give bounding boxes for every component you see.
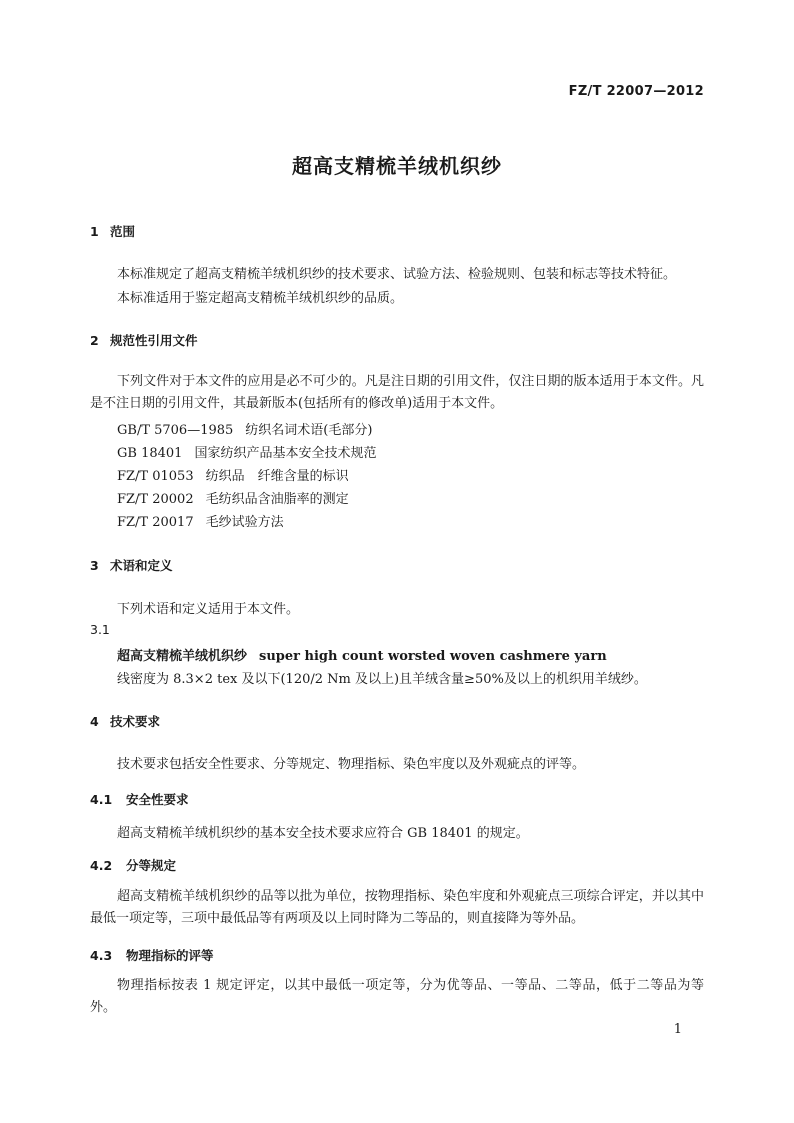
reference-item <box>117 419 372 438</box>
term-number: 3.1 <box>90 622 110 637</box>
section-title: 物理指标的评等 <box>126 948 214 963</box>
section-number: 2 <box>90 333 99 348</box>
reference-item <box>117 442 376 461</box>
section-4-2-heading <box>90 856 176 874</box>
section-4-3-heading <box>90 946 214 964</box>
section-number: 3 <box>90 558 99 573</box>
section-number: 4.2 <box>90 858 113 873</box>
reference-title: 纺织名词术语(毛部分) <box>245 423 373 438</box>
section-4-1-heading <box>90 790 189 808</box>
page-number: 1 <box>673 1022 682 1037</box>
section-4-2-paragraph: 超高支精梳羊绒机织纱的品等以批为单位，按物理指标、染色牢度和外观疵点三项综合评定，并以其中最低一项定等，三项中最低品等有两项及以上同时降为二等品的，则直接降为等外品。 <box>90 889 704 926</box>
section-number: 1 <box>90 224 99 239</box>
standard-code: FZ/T 22007—2012 <box>568 84 704 99</box>
reference-code: GB 18401 <box>117 446 183 461</box>
reference-item <box>117 488 349 507</box>
term-chinese: 超高支精梳羊绒机织纱 <box>117 649 248 664</box>
section-2-paragraph-1: 下列文件对于本文件的应用是必不可少的。凡是注日期的引用文件，仅注日期的版本适用于本文件。凡是不注日期的引用文件，其最新版本(包括所有的修改单)适用于本文件。 <box>90 374 704 411</box>
section-number: 4 <box>90 714 99 729</box>
section-4-paragraph-1: 技术要求包括安全性要求、分等规定、物理指标、染色牢度以及外观疵点的评等。 <box>117 757 586 772</box>
reference-title: 国家纺织产品基本安全技术规范 <box>194 446 377 461</box>
section-4-1-paragraph: 超高支精梳羊绒机织纱的基本安全技术要求应符合 GB 18401 的规定。 <box>117 826 529 841</box>
section-number: 4.1 <box>90 792 113 807</box>
section-title: 技术要求 <box>110 714 161 729</box>
section-1-paragraph-2: 本标准适用于鉴定超高支精梳羊绒机织纱的品质。 <box>117 291 404 306</box>
section-title: 范围 <box>110 224 136 239</box>
section-title: 术语和定义 <box>110 558 173 573</box>
section-4-heading <box>90 712 160 730</box>
section-title: 规范性引用文件 <box>110 333 198 348</box>
reference-code: FZ/T 01053 <box>117 469 194 484</box>
section-1-heading <box>90 222 135 240</box>
term-english: super high count worsted woven cashmere yarn <box>259 649 607 664</box>
section-title: 安全性要求 <box>126 792 189 807</box>
section-1-paragraph-1: 本标准规定了超高支精梳羊绒机织纱的技术要求、试验方法、检验规则、包装和标志等技术特征。 <box>117 267 677 282</box>
section-title: 分等规定 <box>126 858 177 873</box>
section-number: 4.3 <box>90 948 113 963</box>
reference-item <box>117 465 349 484</box>
section-2-heading <box>90 331 198 349</box>
reference-item <box>117 511 284 530</box>
term-definition: 线密度为 8.3×2 tex 及以下(120/2 Nm 及以上)且羊绒含量≥50%及以上的机织用羊绒纱。 <box>117 672 647 687</box>
term-entry <box>117 645 607 664</box>
section-3-heading <box>90 556 173 574</box>
reference-title: 纺织品 纤维含量的标识 <box>205 469 349 484</box>
reference-title: 毛纺织品含油脂率的测定 <box>205 492 349 507</box>
reference-code: FZ/T 20017 <box>117 515 194 530</box>
reference-code: GB/T 5706—1985 <box>117 423 234 438</box>
section-4-3-paragraph: 物理指标按表 1 规定评定，以其中最低一项定等，分为优等品、一等品、二等品，低于二等品为等外。 <box>90 978 704 1015</box>
reference-code: FZ/T 20002 <box>117 492 194 507</box>
reference-title: 毛纱试验方法 <box>205 515 284 530</box>
document-title: 超高支精梳羊绒机织纱 <box>292 154 502 178</box>
section-3-paragraph-1: 下列术语和定义适用于本文件。 <box>117 602 300 617</box>
